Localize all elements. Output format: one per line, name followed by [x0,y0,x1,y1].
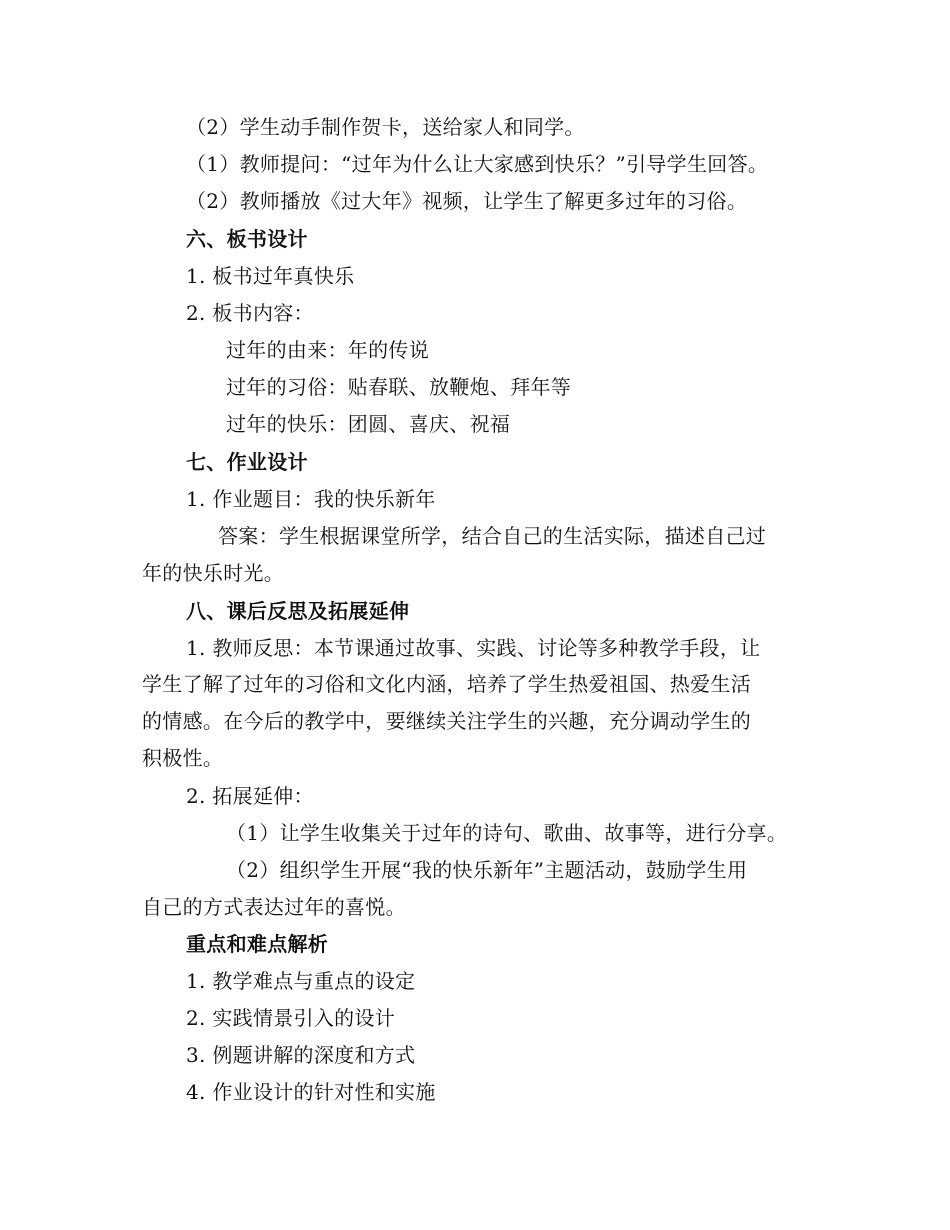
reflection-line: 学生了解了过年的习俗和文化内涵，培养了学生热爱祖国、热爱生活 [142,672,751,696]
section-heading-board-design: 六、板书设计 [186,227,308,251]
extension-label: 2. 拓展延伸： [186,784,314,808]
board-item-2: 2. 板书内容： [186,301,314,325]
board-content-line: 过年的习俗：贴春联、放鞭炮、拜年等 [226,375,572,399]
extension-item-1: （1）让学生收集关于过年的诗句、歌曲、故事等，进行分享。 [226,821,788,845]
key-point-item: 2. 实践情景引入的设计 [186,1006,396,1030]
question-item-2: （2）教师播放《过大年》视频，让学生了解更多过年的习俗。 [186,189,748,213]
key-point-item: 1. 教学难点与重点的设定 [186,969,416,993]
extension-item-2-cont: 自己的方式表达过年的喜悦。 [142,895,406,919]
board-content-line: 过年的快乐：团圆、喜庆、祝福 [226,412,511,436]
reflection-line: 积极性。 [142,746,224,770]
reflection-line: 的情感。在今后的教学中，要继续关注学生的兴趣，充分调动学生的 [142,709,751,733]
extension-item-2: （2）组织学生开展“我的快乐新年”主题活动，鼓励学生用 [226,858,748,882]
activity-item-2: （2）学生动手制作贺卡，送给家人和同学。 [186,115,585,139]
section-heading-homework: 七、作业设计 [186,450,308,474]
homework-answer-line: 年的快乐时光。 [142,561,285,585]
board-item-1: 1. 板书过年真快乐 [186,264,355,288]
question-item-1: （1）教师提问：“过年为什么让大家感到快乐？”引导学生回答。 [186,152,769,176]
section-heading-key-points: 重点和难点解析 [186,932,329,956]
board-content-line: 过年的由来：年的传说 [226,338,429,362]
key-point-item: 3. 例题讲解的深度和方式 [186,1043,416,1067]
homework-item-1: 1. 作业题目：我的快乐新年 [186,487,436,511]
section-heading-reflection: 八、课后反思及拓展延伸 [186,599,410,623]
homework-answer-line: 答案：学生根据课堂所学，结合自己的生活实际，描述自己过 [218,524,767,548]
reflection-line: 1. 教师反思：本节课通过故事、实践、讨论等多种教学手段，让 [186,636,761,660]
key-point-item: 4. 作业设计的针对性和实施 [186,1080,436,1104]
